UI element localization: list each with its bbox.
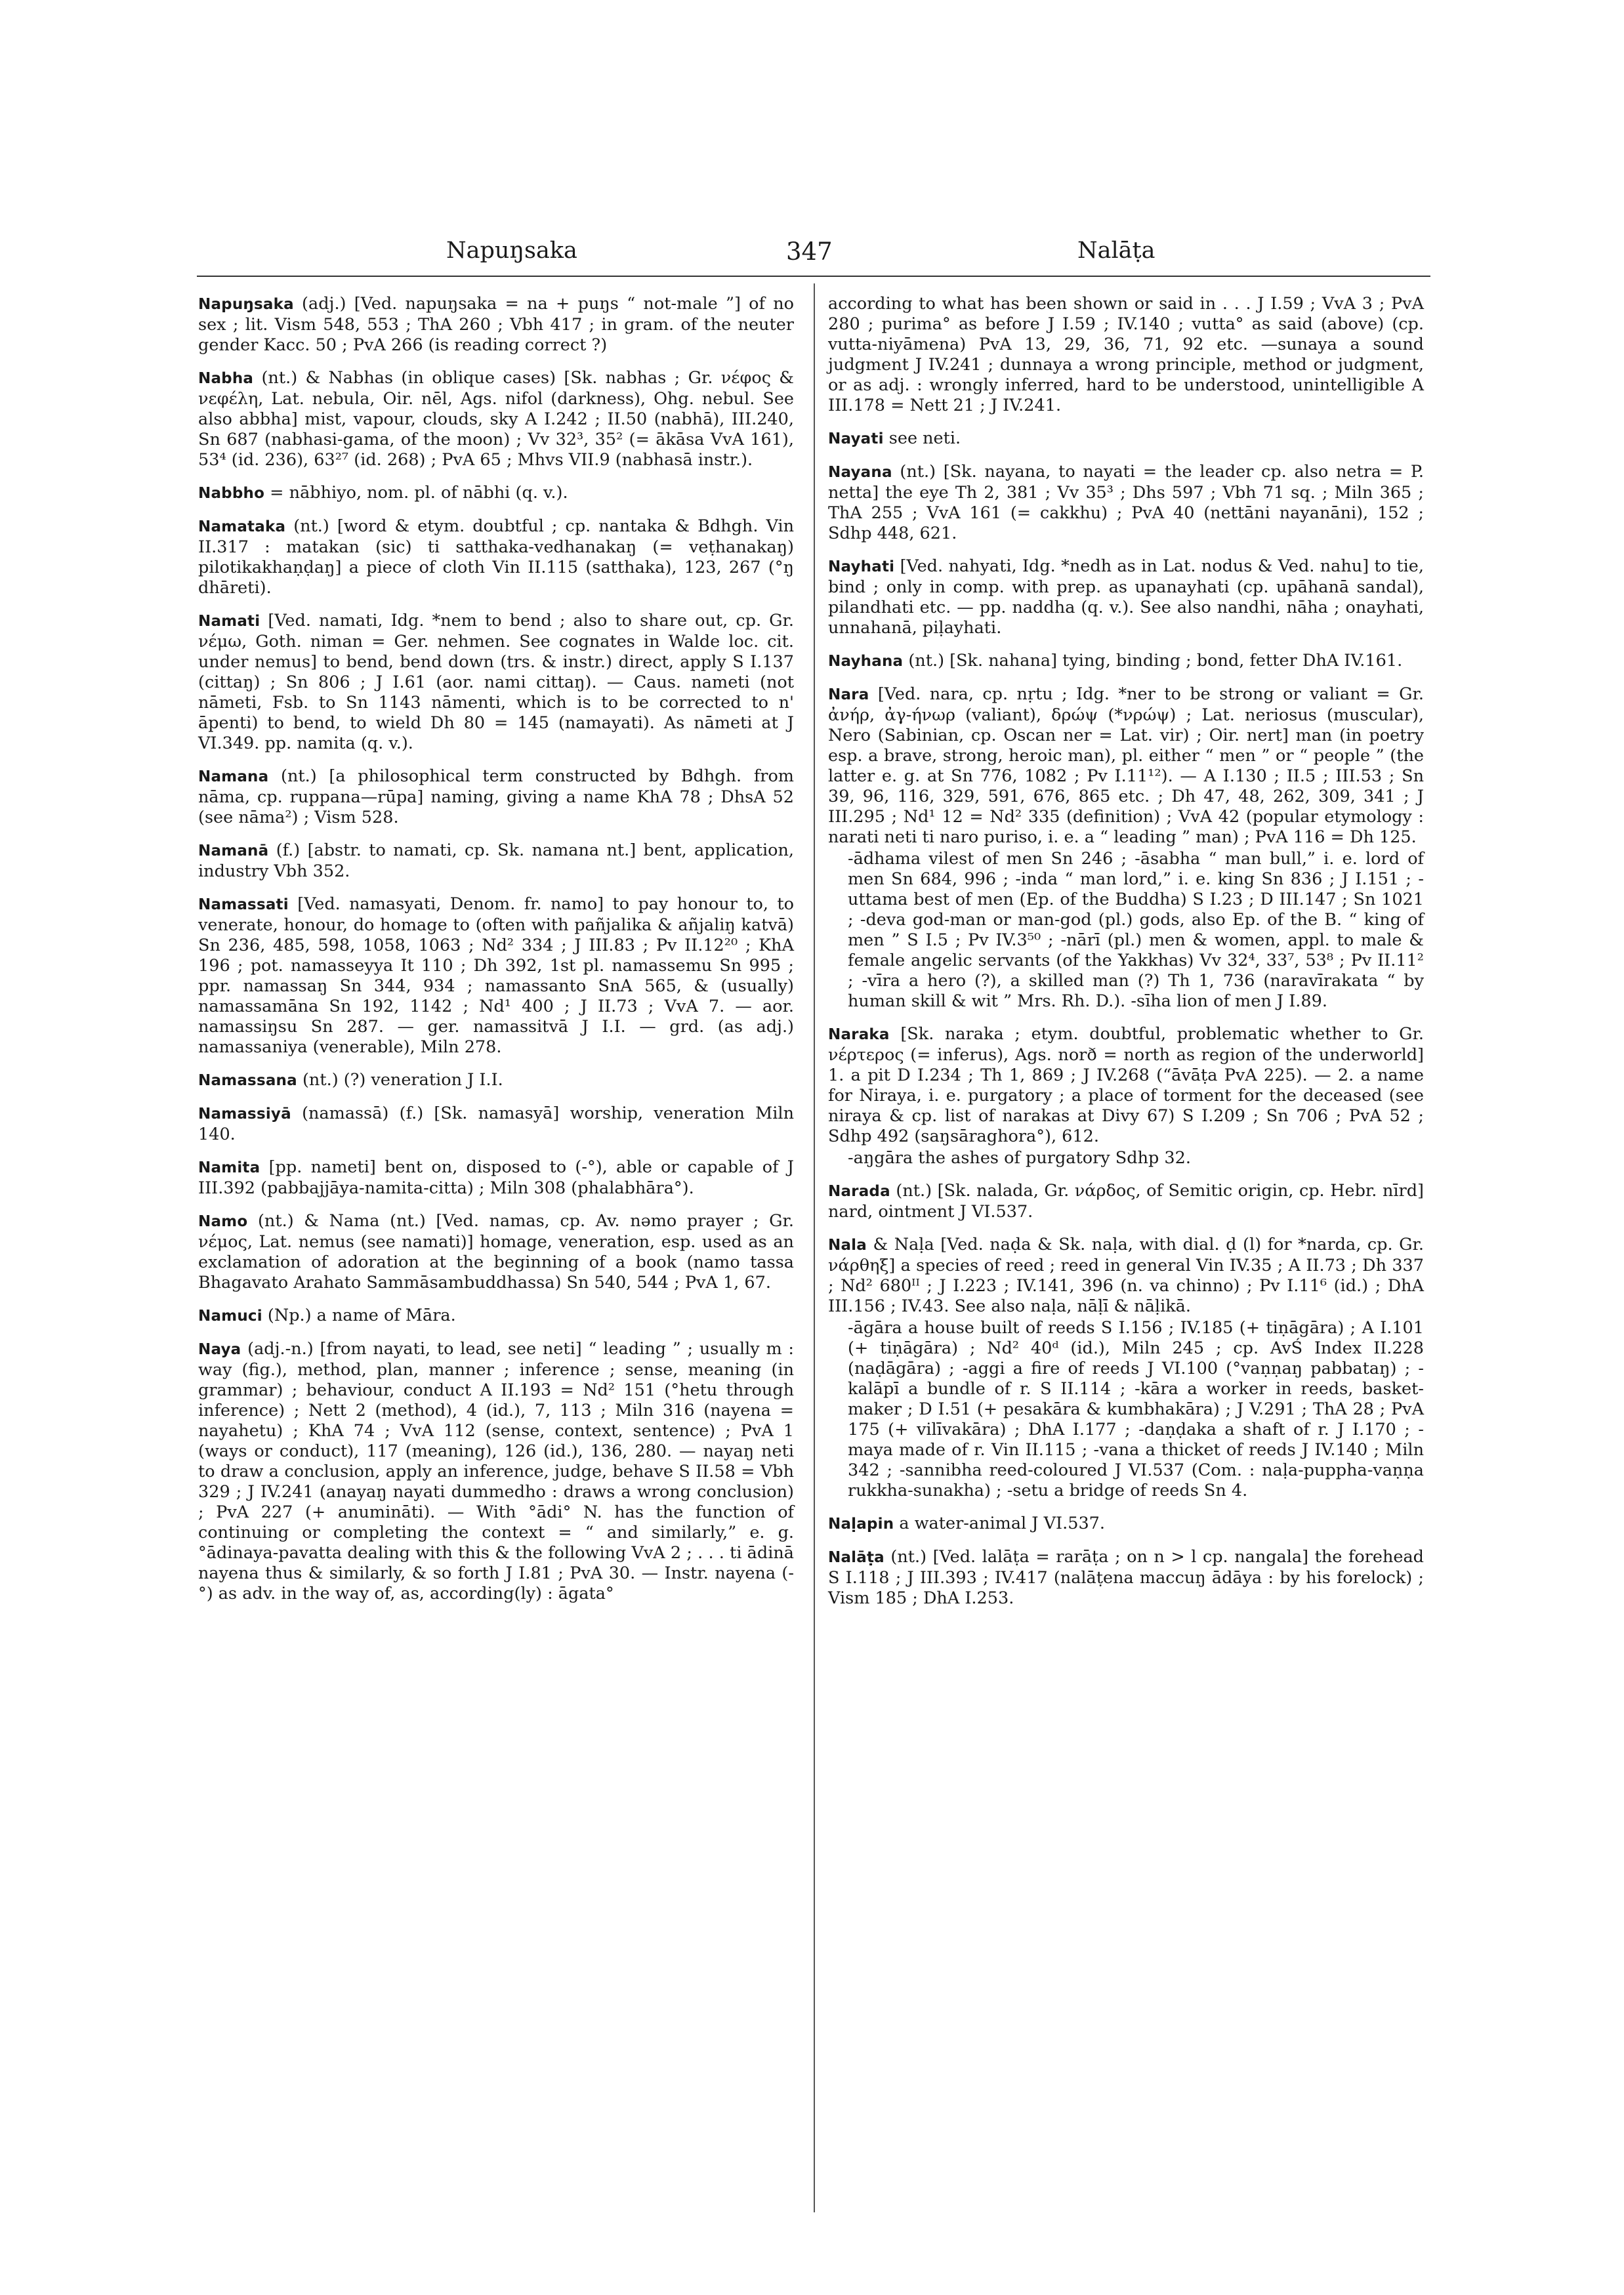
entry-text [198,766,794,828]
definition: (adj.) [Ved. napuŋsaka = na + puŋs “ not-male ”] of no sex ; lit. Vism 548, 553 ; ThA 260 ; Vbh 417 ; in gram. of the neuter gender Kacc. 50 ; PvA 266 (is reading correct ?) [198,294,794,355]
entry-text [828,1547,1424,1609]
entry-text [828,684,1424,848]
dictionary-entry [198,516,794,598]
dictionary-entry [198,294,794,356]
dictionary-entry [828,1235,1424,1501]
entry-text [198,840,794,882]
definition: [Ved. namasyati, Denom. fr. namo] to pay honour to, to venerate, honour, do homage to (often with pañjalika & añjaliŋ katvā) Sn 236, 485, 598, 1058, 1063 ; Nd² 334 ; J III.83 ; Pv II.12²⁰ ; KhA 196 ; pot. namasseyya It 110 ; Dh 392, 1st pl. namassemu Sn 995 ; ppr. namassaŋ Sn 344, 934 ; namassanto SnA 565, & (usually) namassamāna Sn 192, 1142 ; Nd¹ 400 ; J II.73 ; VvA 7. — aor. namassiŋsu Sn 287. — ger. namassitvā J I.I. — grd. (as adj.) namassaniya (venerable), Miln 278. [198,894,794,1057]
headword: Naraka [828,1026,890,1043]
definition: [Ved. nara, cp. nṛtu ; Idg. *ner to be strong or valiant = Gr. ἀνήρ, ἀγ-ήνωρ (valiant), δρώψ (*νρώψ) ; Lat. neriosus (muscular), Nero (Sabinian, cp. Oscan ner = Lat. vir) ; Oir. nert] man (in poetry esp. a brave, strong, heroic man), pl. either “ men ” or “ people ” (the latter e. g. at Sn 776, 1082 ; Pv I.11¹²). — A I.130 ; II.5 ; III.53 ; Sn 39, 96, 116, 329, 591, 676, 865 etc. ; Dh 47, 48, 262, 309, 341 ; J III.295 ; Nd¹ 12 = Nd² 335 (definition) ; VvA 42 (popular etymology : narati neti ti naro puriso, i. e. a “ leading ” man) ; PvA 116 = Dh 125. [828,684,1424,847]
headword: Nayati [828,430,884,447]
dictionary-entry [198,766,794,828]
definition: [Sk. naraka ; etym. doubtful, problematic whether to Gr. νέρτερος (= inferus), Ags. norð = north as region of the underworld] 1. a pit D I.234 ; Th 1, 869 ; J IV.268 (“āvāṭa PvA 225). — 2. a name for Niraya, i. e. purgatory ; a place of torment for the deceased (see niraya & cp. list of narakas at Divy 67) S I.209 ; Sn 706 ; PvA 52 ; Sdhp 492 (saŋsāraghora°), 612. [828,1024,1424,1146]
definition: [Ved. namati, Idg. *nem to bend ; also to share out, cp. Gr. νέμω, Goth. niman = Ger. nehmen. See cognates in Walde loc. cit. under nemus] to bend, bend down (trs. & instr.) direct, apply S I.137 (cittaŋ) ; Sn 806 ; J I.61 (aor. nami cittaŋ). — Caus. nameti (not nāmeti, Fsb. to Sn 1143 nāmenti, which is to be corrected to n' āpenti) to bend, to wield Dh 80 = 145 (namayati). As nāmeti at J VI.349. pp. namita (q. v.). [198,611,794,753]
headword: Namana [198,768,269,785]
definition: (nt.) & Nabhas (in oblique cases) [Sk. nabhas ; Gr. νέφος & νεφέλη, Lat. nebula, Oir. nēl, Ags. nifol (darkness), Ohg. nebul. See also abbha] mist, vapour, clouds, sky A I.242 ; II.50 (nabhā), III.240, Sn 687 (nabhasi-gama, of the moon) ; Vv 32³, 35² (= ākāsa VvA 161), 53⁴ (id. 236), 63²⁷ (id. 268) ; PvA 65 ; Mhvs VII.9 (nabhasā instr.). [198,368,794,470]
dictionary-entry [828,1024,1424,1168]
headword: Nala [828,1237,867,1254]
dictionary-entry [198,483,794,504]
definition: = nābhiyo, nom. pl. of nābhi (q. v.). [264,483,568,503]
entry-text [828,1235,1424,1317]
dictionary-entry [198,368,794,470]
entry-text [198,368,794,470]
definition: (nt.) [Sk. nayana, to nayati = the leader cp. also netra = P. netta] the eye Th 2, 381 ; Vv 35³ ; Dhs 597 ; Vbh 71 sq. ; Miln 365 ; ThA 255 ; VvA 161 (= cakkhu) ; PvA 40 (nettāni nayanāni), 152 ; Sdhp 448, 621. [828,462,1424,543]
entry-text [198,1339,794,1604]
header-right-title: Nalāṭa [1077,238,1156,264]
entry-text [828,462,1424,544]
dictionary-entry [828,428,1424,449]
headword: Nabbho [198,485,265,502]
headword: Namassiyā [198,1106,291,1123]
page-number: 347 [786,238,833,266]
definition: a water-animal J VI.537. [894,1514,1106,1533]
headword: Namanā [198,842,269,859]
definition: [Ved. nahyati, Idg. *nedh as in Lat. nodus & Ved. nahu] to tie, bind ; only in comp. with prep. as upanayhati (cp. upāhanā sandal), pilandhati etc. — pp. naddha (q. v.). See also nandhi, nāha ; onayhati, unnahanā, piḷayhati. [828,556,1424,638]
entry-text [828,1514,1424,1535]
definition: (f.) [abstr. to namati, cp. Sk. namana nt.] bent, application, industry Vbh 352. [198,840,794,881]
header-left-title: Napuŋsaka [446,238,577,264]
definition: (nt.) (?) veneration J I.I. [297,1070,503,1090]
dictionary-entry [828,556,1424,638]
headword: Namo [198,1213,248,1230]
definition: (Np.) a name of Māra. [262,1306,456,1325]
headword: Namati [198,613,260,630]
dictionary-entry [828,462,1424,544]
definition: (nt.) [a philosophical term constructed by Bdhgh. from nāma, cp. ruppana—rūpa] naming, giving a name KhA 78 ; DhsA 52 (see nāma²) ; Vism 528. [198,766,794,827]
headword: Namita [198,1159,260,1176]
headword: Namassana [198,1072,297,1089]
entry-text [198,516,794,598]
entry-text [828,651,1424,672]
definition: (namassā) (f.) [Sk. namasyā] worship, veneration Miln 140. [198,1104,794,1144]
entry-text [828,556,1424,638]
headword: Nabha [198,370,254,387]
left-column [198,294,794,1617]
definition: (nt.) [word & etym. doubtful ; cp. nantaka & Bdhgh. Vin II.317 : matakan (sic) ti satthaka-vedhanakaŋ (= veṭhanakaŋ) pilotikakhaṇḍaŋ] a piece of cloth Vin II.115 (satthaka), 123, 267 (°ŋ dhāreti). [198,516,794,598]
dictionary-entry [828,651,1424,672]
dictionary-entry [198,611,794,754]
definition: [pp. nameti] bent on, disposed to (-°), able or capable of J III.392 (pabbajjāya-namita-citta) ; Miln 308 (phalabhāra°). [198,1157,794,1198]
entry-text [198,1306,794,1327]
headword: Nara [828,686,869,703]
compounds-subentry: -āgāra a house built of reeds S I.156 ; IV.185 (+ tiṇāgāra) ; A I.101 (+ tiṇāgāra) ; Nd² 40ᵈ (id.), Miln 245 ; cp. AvŚ Index II.228 (naḍāgāra) ; -aggi a fire of reeds J VI.100 (°vaṇṇaŋ pabbataŋ) ; -kalāpī a bundle of r. S II.114 ; -kāra a worker in reeds, basket-maker ; D I.51 (+ pesakāra & kumbhakāra) ; J V.291 ; ThA 28 ; PvA 175 (+ vilīvakāra) ; DhA I.177 ; -daṇḍaka a shaft of r. J I.170 ; -maya made of r. Vin II.115 ; -vana a thicket of reeds J IV.140 ; Miln 342 ; -sannibha reed-coloured J VI.537 (Com. : naḷa-puppha-vaṇṇa rukkha-sunakha) ; -setu a bridge of reeds Sn 4. [848,1318,1424,1500]
dictionary-entry [828,1181,1424,1222]
dictionary-entry [198,1070,794,1091]
headword: Namataka [198,518,286,535]
entry-text [828,1024,1424,1147]
header-rule [197,276,1430,277]
definition: see neti. [883,428,961,448]
headword: Nayhana [828,653,904,670]
entry-text [198,1104,794,1145]
definition: (nt.) & Nama (nt.) [Ved. namas, cp. Av. nəmo prayer ; Gr. νέμος, Lat. nemus (see namati)] homage, veneration, esp. used as an exclamation of adoration at the beginning of a book (namo tassa Bhagavato Arahato Sammāsambuddhassa) Sn 540, 544 ; PvA 1, 67. [198,1211,794,1292]
dictionary-entry [198,1339,794,1604]
dictionary-entry [198,1306,794,1327]
headword: Narada [828,1183,890,1200]
dictionary-entry [828,294,1424,416]
entry-text [198,894,794,1058]
compounds-subentry: -aŋgāra the ashes of purgatory Sdhp 32. [848,1148,1191,1168]
right-column [828,294,1424,1621]
entry-text [198,294,794,356]
headword: Napuŋsaka [198,296,294,313]
headword: Namassati [198,896,289,913]
headword: Namuci [198,1308,262,1325]
definition: (nt.) [Sk. nahana] tying, binding ; bond, fetter DhA IV.161. [903,651,1403,671]
entry-text [198,611,794,754]
headword: Nalāṭa [828,1549,885,1566]
headword: Nayhati [828,558,895,575]
compounds-subentry: -ādhama vilest of men Sn 246 ; -āsabha “ man bull,” i. e. lord of men Sn 684, 996 ; -inda “ man lord,” i. e. king Sn 836 ; J I.151 ; -uttama best of men (Ep. of the Buddha) S I.23 ; D III.147 ; Sn 1021 ; -deva god-man or man-god (pl.) gods, also Ep. of the B. “ king of men ” S I.5 ; Pv IV.3⁵⁰ ; -nārī (pl.) men & women, appl. to male & female angelic servants (of the Yakkhas) Vv 32⁴, 33⁷, 53⁸ ; Pv II.11² ; -vīra a hero (?), a skilled man (?) Th 1, 736 (naravīrakata “ by human skill & wit ” Mrs. Rh. D.). -sīha lion of men J I.89. [848,849,1424,1011]
definition: according to what has been shown or said in . . . J I.59 ; VvA 3 ; PvA 280 ; purima° as before J I.59 ; IV.140 ; vutta° as said (above) (cp. vutta-niyāmena) PvA 13, 29, 36, 71, 92 etc. —sunaya a sound judgment J IV.241 ; dunnaya a wrong principle, method or judgment, or as adj. : wrongly inferred, hard to be understood, unintelligible A III.178 = Nett 21 ; J IV.241. [828,294,1424,415]
dictionary-entry [828,1514,1424,1535]
definition: & Naḷa [Ved. naḍa & Sk. naḷa, with dial. ḍ (l) for *narda, cp. Gr. νάρθηξ] a species of reed ; reed in general Vin IV.35 ; A II.73 ; Dh 337 ; Nd² 680ᴵᴵ ; J I.223 ; IV.141, 396 (n. va chinno) ; Pv I.11⁶ (id.) ; DhA III.156 ; IV.43. See also naḷa, nāḷī & nāḷikā. [828,1235,1424,1316]
entry-text [198,483,794,504]
entry-text [828,294,1424,416]
dictionary-entry [198,894,794,1058]
entry-text [198,1157,794,1199]
dictionary-entry [198,1211,794,1293]
entry-text [198,1070,794,1091]
definition: (nt.) [Sk. nalada, Gr. νάρδος, of Semitic origin, cp. Hebr. nīrd] nard, ointment J VI.537. [828,1181,1424,1222]
entry-text [828,428,1424,449]
running-header [197,238,1430,277]
headword: Naya [198,1341,241,1358]
column-divider [814,283,815,2212]
headword: Nayana [828,464,892,481]
definition: (nt.) [Ved. lalāṭa = rarāṭa ; on n > l cp. nangala] the forehead S I.118 ; J III.393 ; IV.417 (nalāṭena maccuŋ ādāya : by his forelock) ; Vism 185 ; DhA I.253. [828,1547,1424,1608]
entry-text [198,1211,794,1293]
dictionary-entry [198,1104,794,1145]
headword: Naḷapin [828,1516,894,1533]
entry-text [828,1181,1424,1222]
dictionary-entry [828,1547,1424,1609]
dictionary-entry [198,840,794,882]
dictionary-entry [828,684,1424,1012]
definition: (adj.-n.) [from nayati, to lead, see neti] “ leading ” ; usually m : way (fig.), method, plan, manner ; inference ; sense, meaning (in grammar) ; behaviour, conduct A II.193 = Nd² 151 (°hetu through inference) ; Nett 2 (method), 4 (id.), 7, 113 ; Miln 316 (nayena = nayahetu) ; KhA 74 ; VvA 112 (sense, context, sentence) ; PvA 1 (ways or conduct), 117 (meaning), 126 (id.), 136, 280. — nayaŋ neti to draw a conclusion, apply an inference, judge, behave S II.58 = Vbh 329 ; J IV.241 (anayaŋ nayati dummedho : draws a wrong conclusion) ; PvA 227 (+ anumināti). — With °ādi° N. has the function of continuing or completing the context = “ and similarly,” e. g. °ādinaya-pavatta dealing with this & the following VvA 2 ; . . . ti ādinā nayena thus & similarly, & so forth J I.81 ; PvA 30. — Instr. nayena (-°) as adv. in the way of, as, according(ly) : āgata° [198,1339,794,1603]
dictionary-entry [198,1157,794,1199]
